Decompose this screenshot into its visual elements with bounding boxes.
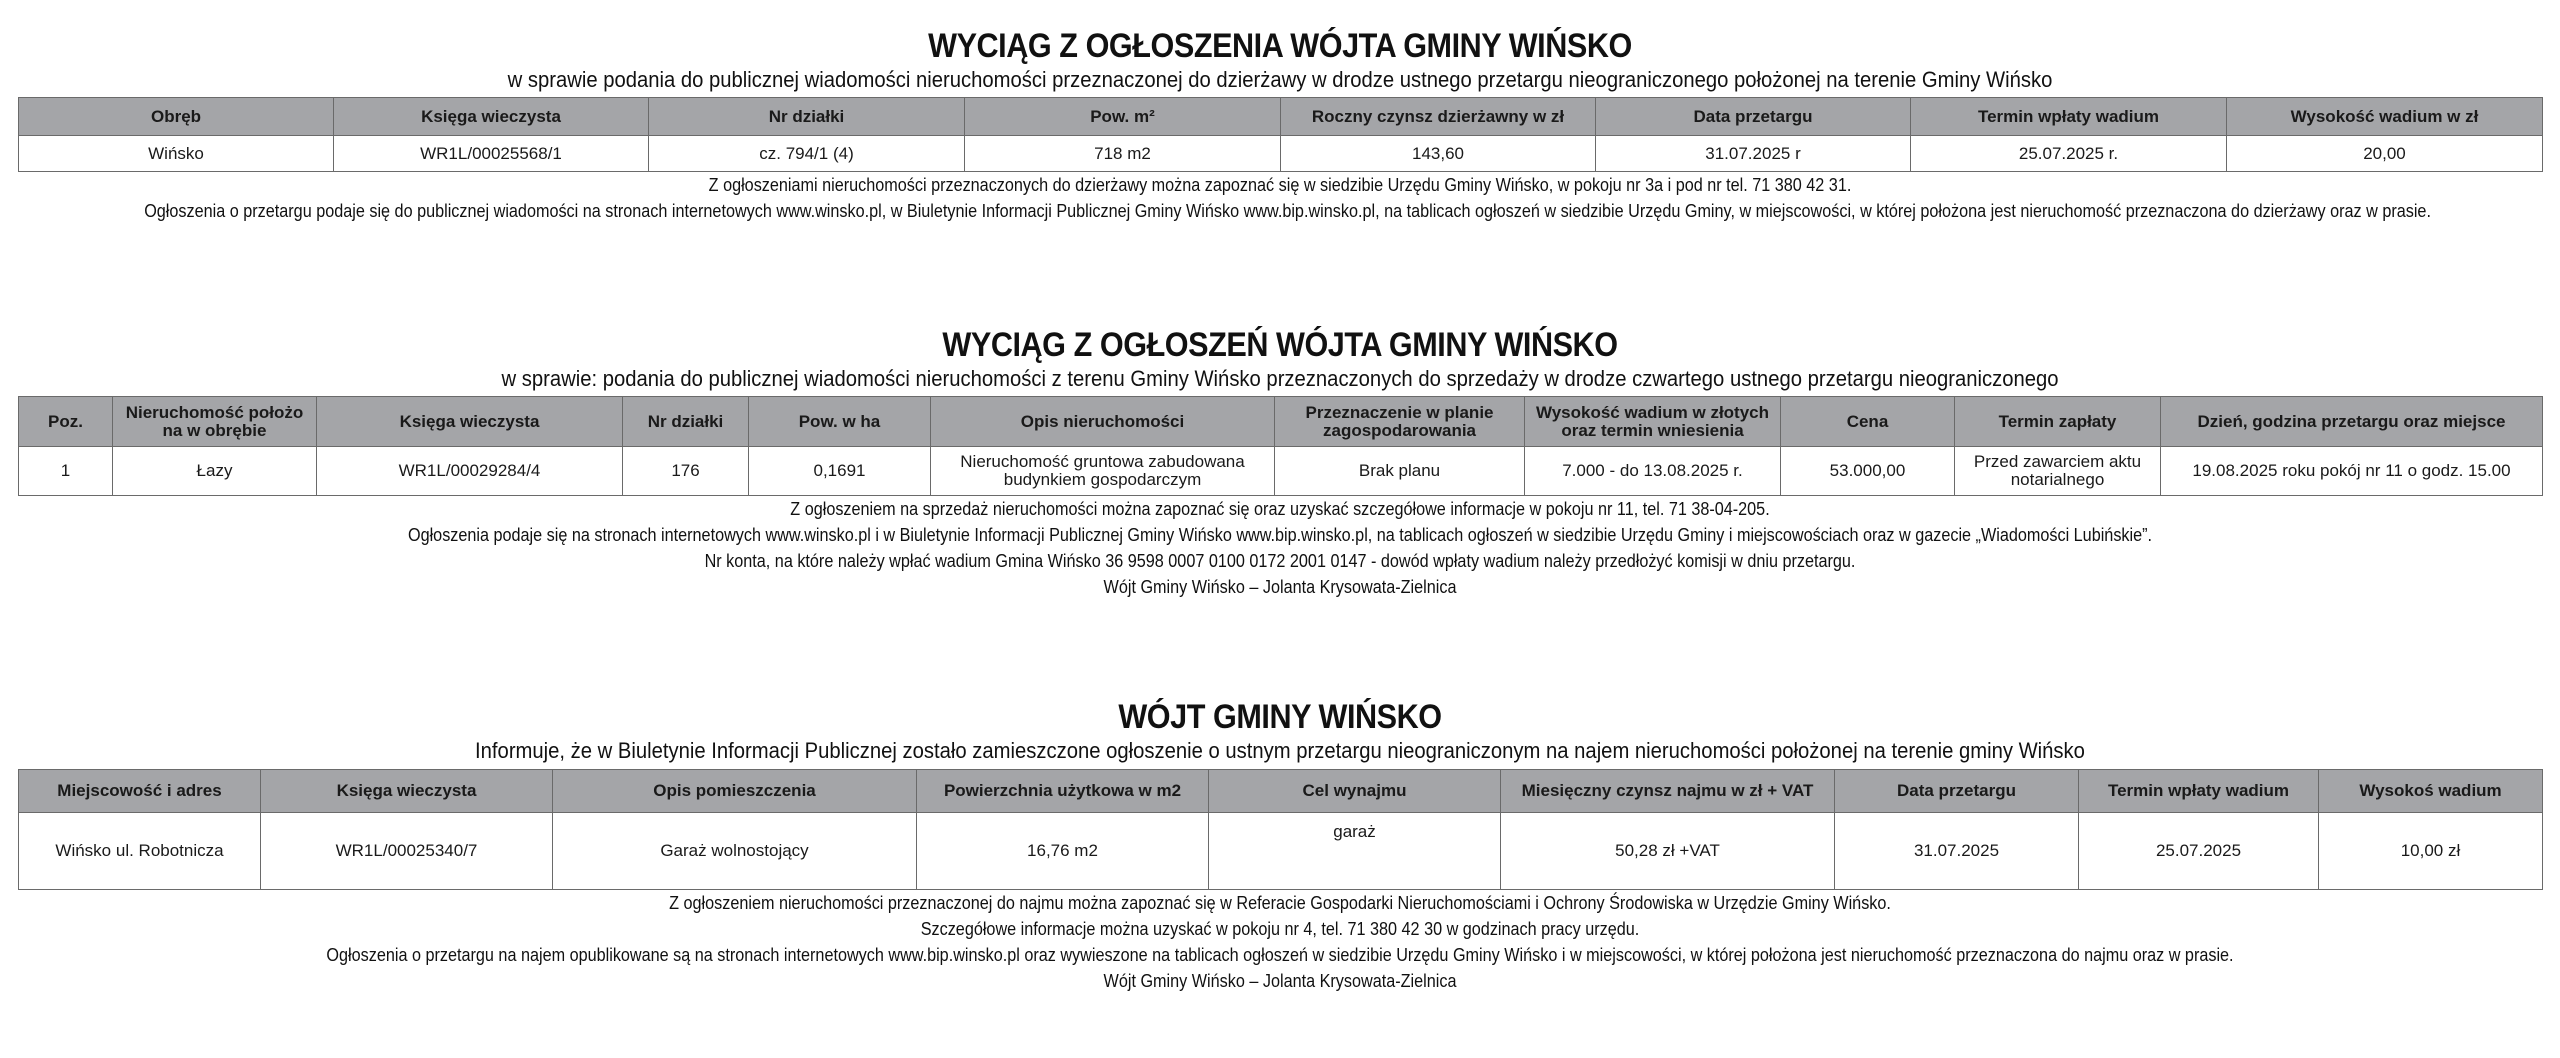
table-cell: 50,28 zł +VAT xyxy=(1501,813,1835,890)
header-cell: Nieruchomość położo na w obrębie xyxy=(113,397,317,447)
header-cell: Opis nieruchomości xyxy=(931,397,1275,447)
note-line: Z ogłoszeniem na sprzedaż nieruchomości można zapoznać się oraz uzyskać szczegółowe informacje w pokoju nr 11, tel. 71 38-04-205. xyxy=(790,499,1770,519)
table-cell: WR1L/00029284/4 xyxy=(317,447,623,496)
section-subtitle: Informuje, że w Biuletynie Informacji Publicznej zostało zamieszczone ogłoszenie o ustnym przetargu nieograniczonym na najem nieruchomości położonej na terenie gminy Wińsko xyxy=(475,738,2085,763)
header-cell: Przeznaczenie w planie zagospodarowania xyxy=(1275,397,1525,447)
note-line: Ogłoszenia podaje się na stronach internetowych www.winsko.pl i w Biuletynie Informacji Publicznej Gminy Wińsko www.bip.winsko.pl, na tablicach ogłoszeń w siedzibie Urzędu Gminy i miejscowościach oraz w gazecie „Wiadomości Lubińskie”. xyxy=(407,525,2153,545)
table-cell: 31.07.2025 r xyxy=(1596,136,1911,172)
header-cell: Księga wieczysta xyxy=(317,397,623,447)
table-cell: cz. 794/1 (4) xyxy=(649,136,965,172)
table-cell: 25.07.2025 r. xyxy=(1911,136,2227,172)
sale-announcement-section xyxy=(18,325,2542,600)
section-title: WYCIĄG Z OGŁOSZEŃ WÓJTA GMINY WIŃSKO xyxy=(942,326,1618,364)
note-line: Z ogłoszeniami nieruchomości przeznaczonych do dzierżawy można zapoznać się w siedzibie Urzędu Gminy Wińsko, w pokoju nr 3a i pod nr tel. 71 380 42 31. xyxy=(708,175,1852,195)
note-line: Nr konta, na które należy wpłać wadium Gmina Wińsko 36 9598 0007 0100 0172 2001 0147 - dowód wpłaty wadium należy przedłożyć komisji w dniu przetargu. xyxy=(704,551,1856,571)
table-cell: Łazy xyxy=(113,447,317,496)
header-cell: Księga wieczysta xyxy=(334,98,649,136)
section-title: WYCIĄG Z OGŁOSZENIA WÓJTA GMINY WIŃSKO xyxy=(928,27,1632,65)
note-line: Z ogłoszeniem nieruchomości przeznaczonej do najmu można zapoznać się w Referacie Gospodarki Nieruchomościami i Ochrony Środowiska w Urzędzie Gminy Wińsko. xyxy=(669,893,1891,913)
header-cell: Pow. w ha xyxy=(749,397,931,447)
header-cell: Księga wieczysta xyxy=(261,770,553,813)
table-cell: 53.000,00 xyxy=(1781,447,1955,496)
lease-announcement-section xyxy=(18,26,2542,224)
header-cell: Termin wpłaty wadium xyxy=(2079,770,2319,813)
header-cell: Obręb xyxy=(19,98,334,136)
table-cell: 1 xyxy=(19,447,113,496)
header-cell: Wysokość wadium w zł xyxy=(2227,98,2543,136)
table-header-row xyxy=(19,770,2543,813)
note-line: Ogłoszenia o przetargu podaje się do publicznej wiadomości na stronach internetowych www.winsko.pl, w Biuletynie Informacji Publicznej Gminy Wińsko www.bip.winsko.pl, na tablicach ogłoszeń w siedzibie Urzędu Gminy, w miejscowości, w której położona jest nieruchomość przeznaczona do dzierżawy oraz w prasie. xyxy=(144,201,2431,221)
table-cell: WR1L/00025568/1 xyxy=(334,136,649,172)
header-cell: Dzień, godzina przetargu oraz miejsce xyxy=(2161,397,2543,447)
table-row xyxy=(19,813,2543,890)
section-subtitle: w sprawie podania do publicznej wiadomości nieruchomości przeznaczonej do dzierżawy w drodze ustnego przetargu nieograniczonego położonej na terenie Gminy Wińsko xyxy=(507,67,2053,92)
table-header-row xyxy=(19,98,2543,136)
header-cell: Opis pomieszczenia xyxy=(553,770,917,813)
table-cell: Nieruchomość gruntowa zabudowana budynkiem gospodarczym xyxy=(931,447,1275,496)
table-header-row xyxy=(19,397,2543,447)
signature-line: Wójt Gminy Wińsko – Jolanta Krysowata-Zielnica xyxy=(1103,971,1457,991)
table-cell: 10,00 zł xyxy=(2319,813,2543,890)
table-cell: 31.07.2025 xyxy=(1835,813,2079,890)
sale-table xyxy=(18,396,2543,496)
header-cell: Cel wynajmu xyxy=(1209,770,1501,813)
header-cell: Data przetargu xyxy=(1596,98,1911,136)
header-cell: Wysokość wadium w złotych oraz termin wniesienia xyxy=(1525,397,1781,447)
header-cell: Poz. xyxy=(19,397,113,447)
table-cell: Brak planu xyxy=(1275,447,1525,496)
rental-table xyxy=(18,769,2543,890)
table-row xyxy=(19,136,2543,172)
rental-announcement-section xyxy=(18,697,2542,994)
header-cell: Miesięczny czynsz najmu w zł + VAT xyxy=(1501,770,1835,813)
header-cell: Roczny czynsz dzierżawny w zł xyxy=(1281,98,1596,136)
header-cell: Cena xyxy=(1781,397,1955,447)
header-cell: Pow. m² xyxy=(965,98,1281,136)
table-cell: 176 xyxy=(623,447,749,496)
header-cell: Termin zapłaty xyxy=(1955,397,2161,447)
header-cell: Nr działki xyxy=(649,98,965,136)
header-cell: Powierzchnia użytkowa w m2 xyxy=(917,770,1209,813)
section-title: WÓJT GMINY WIŃSKO xyxy=(1118,698,1442,736)
note-line: Ogłoszenia o przetargu na najem opublikowane są na stronach internetowych www.bip.winsko.pl oraz wywieszone na tablicach ogłoszeń w siedzibie Urzędu Gminy Wińsko i w miejscowości, w której położona jest nieruchomość przeznaczona do najmu oraz w prasie. xyxy=(326,945,2234,965)
signature-line: Wójt Gminy Wińsko – Jolanta Krysowata-Zielnica xyxy=(1103,577,1457,597)
table-cell: 16,76 m2 xyxy=(917,813,1209,890)
header-cell: Termin wpłaty wadium xyxy=(1911,98,2227,136)
header-cell: Miejscowość i adres xyxy=(19,770,261,813)
table-cell: Garaż wolnostojący xyxy=(553,813,917,890)
table-cell: 143,60 xyxy=(1281,136,1596,172)
lease-table xyxy=(18,97,2543,172)
table-cell: 718 m2 xyxy=(965,136,1281,172)
table-cell: garaż xyxy=(1209,813,1501,890)
table-cell: 19.08.2025 roku pokój nr 11 o godz. 15.00 xyxy=(2161,447,2543,496)
table-cell: 0,1691 xyxy=(749,447,931,496)
table-cell: WR1L/00025340/7 xyxy=(261,813,553,890)
table-cell: Przed zawarciem aktu notarialnego xyxy=(1955,447,2161,496)
table-cell: 20,00 xyxy=(2227,136,2543,172)
header-cell: Nr działki xyxy=(623,397,749,447)
section-subtitle: w sprawie: podania do publicznej wiadomości nieruchomości z terenu Gminy Wińsko przeznaczonych do sprzedaży w drodze czwartego ustnego przetargu nieograniczonego xyxy=(501,366,2059,391)
header-cell: Data przetargu xyxy=(1835,770,2079,813)
header-cell: Wysokoś wadium xyxy=(2319,770,2543,813)
table-row xyxy=(19,447,2543,496)
table-cell: Wińsko xyxy=(19,136,334,172)
table-cell: 25.07.2025 xyxy=(2079,813,2319,890)
table-cell: Wińsko ul. Robotnicza xyxy=(19,813,261,890)
table-cell: 7.000 - do 13.08.2025 r. xyxy=(1525,447,1781,496)
note-line: Szczegółowe informacje można uzyskać w pokoju nr 4, tel. 71 380 42 30 w godzinach pracy urzędu. xyxy=(920,919,1640,939)
